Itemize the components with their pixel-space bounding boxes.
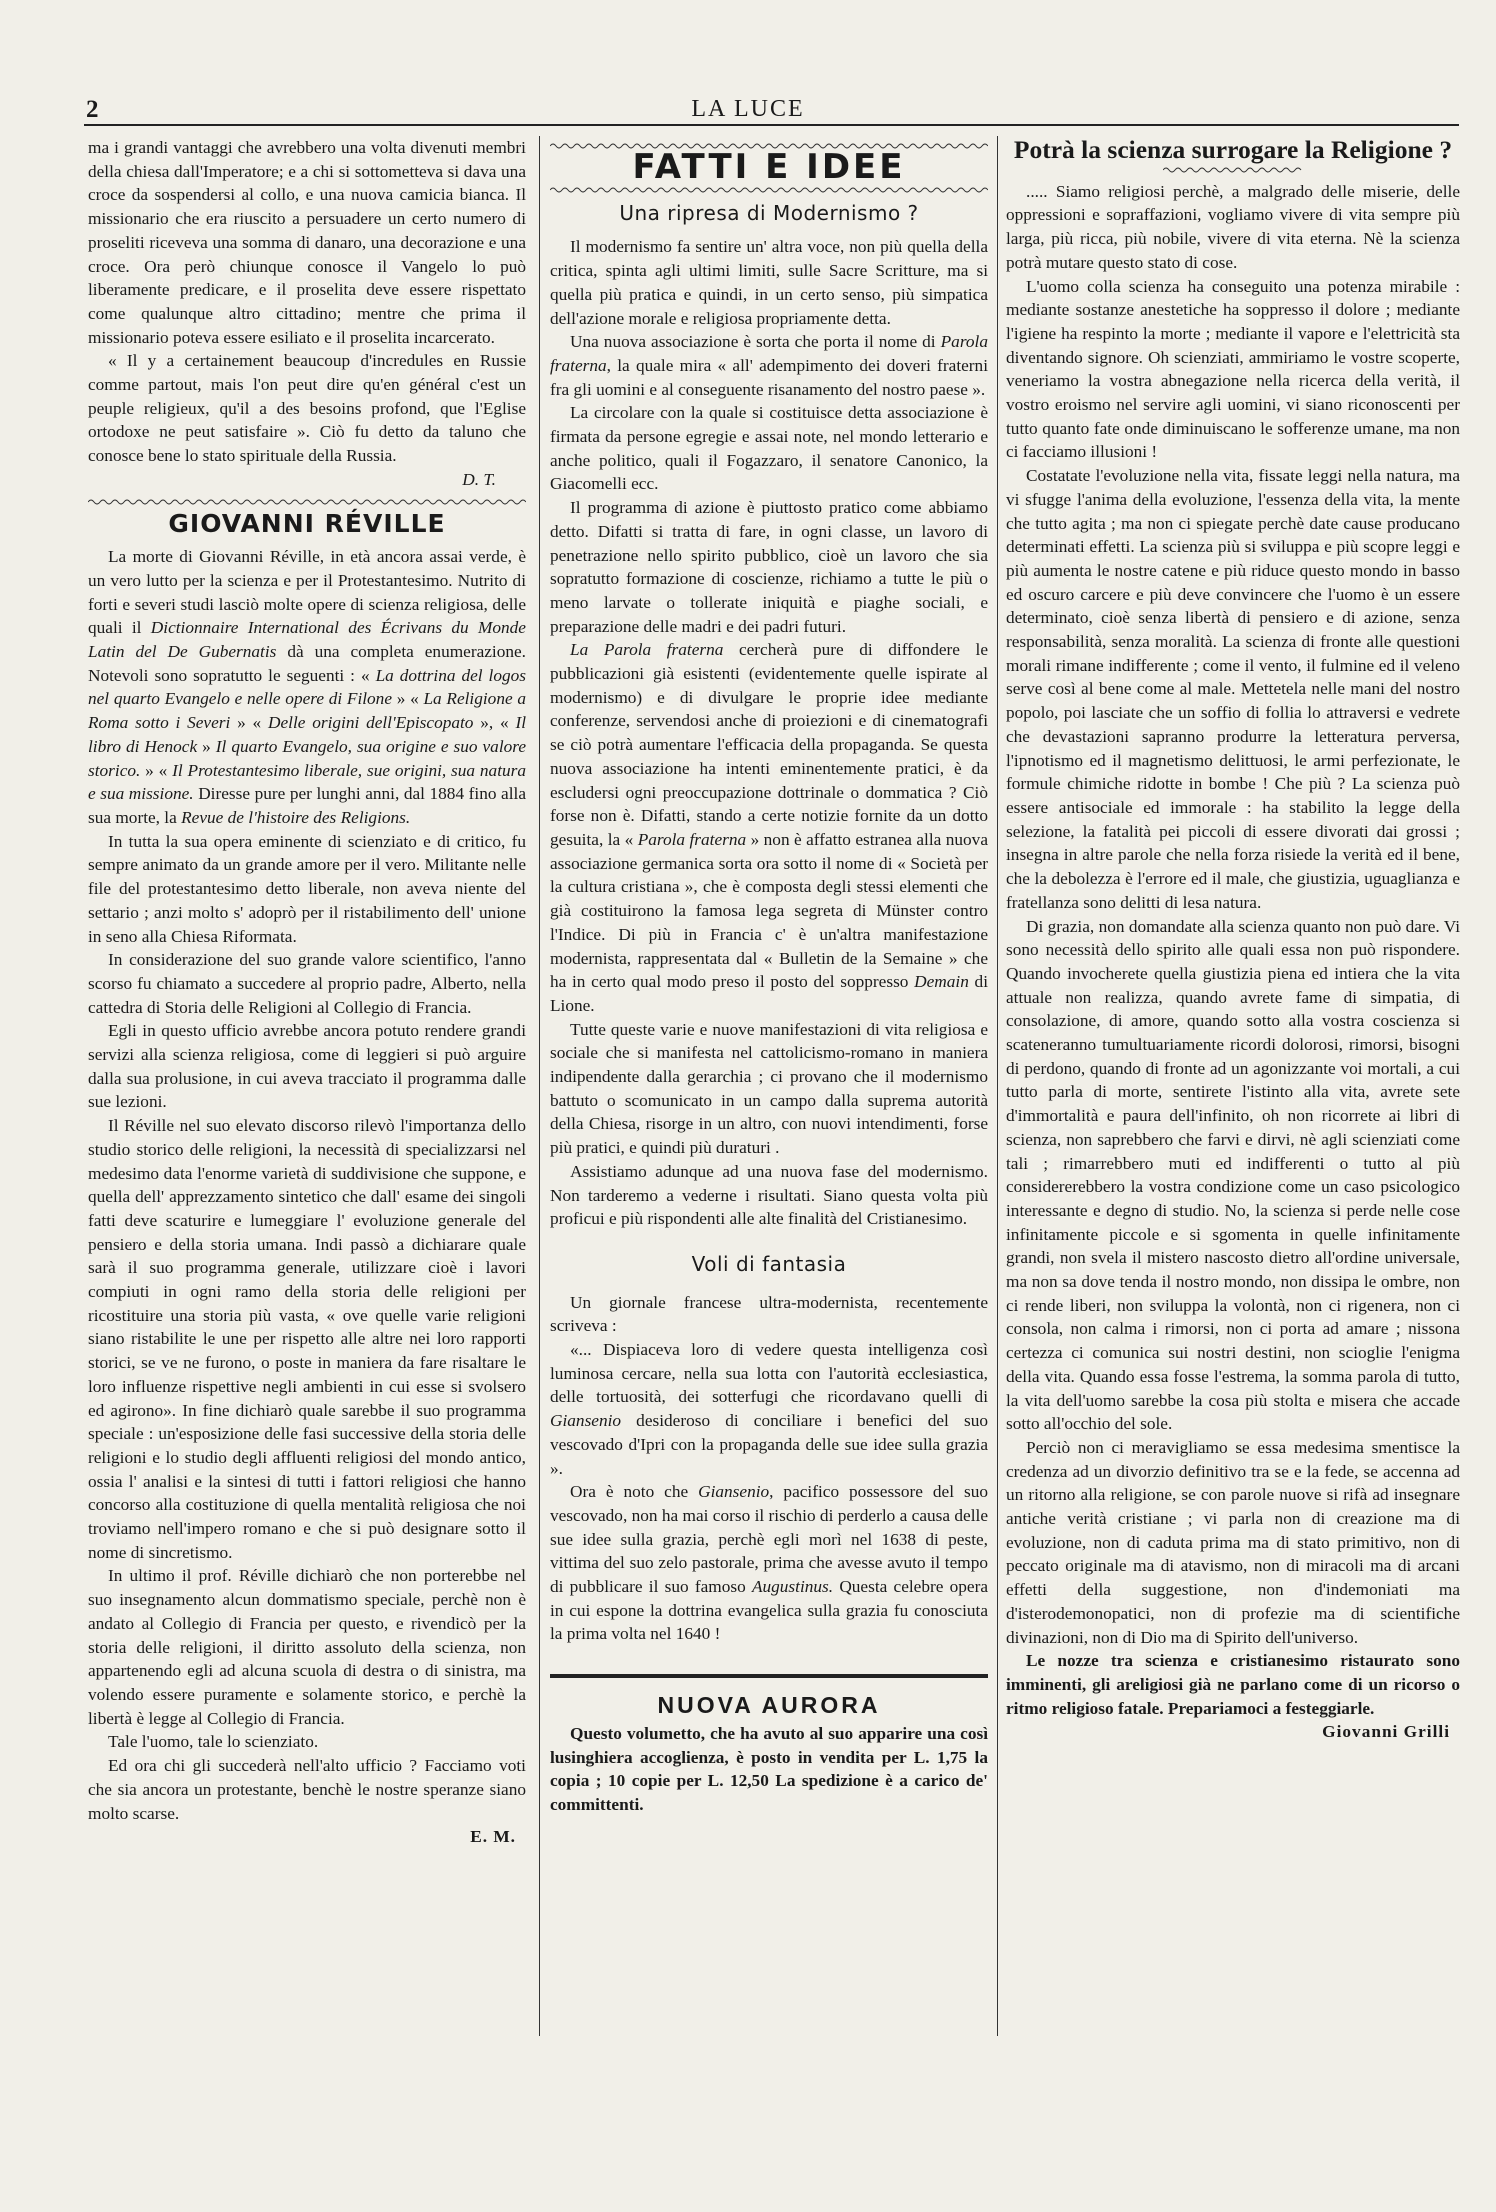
paragraph: In tutta la sua opera eminente di scienziato e di critico, fu sempre animato da un grande amore per il vero. Militante nelle file del protestantesimo detto liberale, non aveva niente del settario ; anzi molto s' adoprò per il ristabilimento dell' unione in seno alla Chiesa Riformata. — [88, 831, 526, 946]
paragraph: L'uomo colla scienza ha conseguito una potenza mirabile : mediante sostanze anestetiche ha soppresso il dolore ; mediante l'igiene ha respinto la morte ; mediante il vapore e l'elettricità sta diventando signore. Oh scienziati, ammiriamo le vostre scoperte, veneriamo la vostra abnegazione nella ricerca della verità, il vostro eroismo nel servire agli uomini, vi siano riconoscenti per tutto quanto fate onde diminuiscano le sofferenze umane, ma non ci facciamo illusioni ! — [1006, 276, 1460, 462]
paragraph: Costatate l'evoluzione nella vita, fissate leggi nella natura, ma vi sfugge l'anima della evoluzione, l'essenza della vita, la mente che tutto agita ; ma non ci spiegate perchè date cause producano determinati effetti. La scienza più si sviluppa e più scopre leggi e più aumenta le nostre catene e più riduce questo mondo in basso ed oscuro carcere e più deve convincere che l'uomo è un essere determinato, cioè senza libertà di pensiero e di azione, senza responsabilità, senza moralità. La scienza di fronte alle questioni morali rimane indifferente ; come il vento, il fulmine ed il veleno serve così al bene come al male. Mettetela nelle mani del nostro popolo, poi lasciate che un soffio di follia lo attraversi e vedrete che devastazioni sapranno produrre la letteratura perversa, l'ipnotismo ed il magnetismo delittuosi, le armi perfezionate, le formule chimiche ridotte in bombe ! Che più ? La scienza può essere antisociale ed immorale : ha stabilito la legge della selezione, la fatalità pei piccoli di essere divorati dai grossi ; insegna in altre parole che nella forza risiede la verità ed il bene, che la debolezza è l'errore ed il male, che giustizia, uguaglianza e fratellanza sono delitti di lesa natura. — [1006, 466, 1460, 912]
paragraph: La Parola fraterna cercherà pure di diffondere le pubblicazioni già esistenti (evidentemente quelle ispirate al modernismo) e di divulgare le proprie idee mediante conferenze, servendosi anche di proiezioni e di cinematografi se ciò potrà aumentare l'efficacia della propaganda. Se questa nuova associazione ha intenti eminentemente pratici, è da escludersi ogni preoccupazione dottrinale o dommatica ? Ciò forse non è. Difatti, stando a certe notizie fornite da un dotto gesuita, la « Parola fraterna » non è affatto estranea alla nuova associazione germanica sorta ora sotto il nome di « Società per la cultura cristiana », che è composta degli stessi elementi che già costituirono la famosa lega segreta di Münster contro l'Indice. Di più in Francia c' è un'altra manifestazione modernista, rappresentata dal « Bulletin de la Semaine » che ha in certo qual modo preso il posto del soppresso Demain di Lione. — [550, 640, 988, 1015]
paragraph: La morte di Giovanni Réville, in età ancora assai verde, è un vero lutto per la scienza e per il Protestantesimo. Nutrito di forti e severi studi lasciò molte opere di scienza religiosa, delle quali il Dictionnaire International des Écrivans du Monde Latin del De Gubernatis dà una completa enumerazione. Notevoli sono sopratutto le seguenti : « La dottrina del logos nel quarto Evangelo e nelle opere di Filone » « La Religione a Roma sotto i Severi » « Delle origini dell'Episcopato », « Il libro di Henock » Il quarto Evangelo, sua origine e suo valore storico. » « Il Protestantesimo liberale, sue origini, sua natura e sua missione. Diresse pure per lunghi anni, dal 1884 fino alla sua morte, la Revue de l'histoire des Religions. — [88, 547, 527, 827]
paragraph: Le nozze tra scienza e cristianesimo ristaurato sono imminenti, gli areligiosi già ne parlano come di un ricorso o ritmo religioso fatale. Prepariamoci a festeggiarle. — [1006, 1651, 1460, 1718]
paragraph: Di grazia, non domandate alla scienza quanto non può dare. Vi sono necessità dello spirito alle quali essa non può rispondere. Quando invocherete quella giustizia piena ed intiera che la vita attuale non realizza, quando avrete fame di simpatia, di consolazione, di amore, quando sotto alla vostra coscienza si scateneranno tumultuariamente ricordi dolorosi, rimorsi, bisogni di perdono, quando di fronte ad un agonizzante voi mortali, a cui tutto parla di morte, sentirete l'istinto alla vita, avrete sete d'immortalità e paura dell'infinito, oh non ricorrete ai libri di scienza, non saprebbero che farvi e dirvi, nè agli scienziati come tali ; rimarrebbero muti ed indifferenti o tutto al più considererebbero la vostra condizione come un caso psicologico interessante e degno di studio. No, la scienza si perde nelle cose infinitamente piccole e si sgomenta in quelle infinitamente grandi, non svela il mistero nascosto dietro all'ordine universale, ma non sa dove tenda il nostro mondo, non dissipa le ombre, non ci rende liberi, non sviluppa la volontà, non ci rigenera, non ci consola, non calma i rimorsi, non ci porta ad amare ; nissona certezza ci comunica sui nostri destini, non scioglie l'enigma della vita. Quando essa fosse l'estrema, la somma parola di tutto, la vita dell'uomo sarebbe la cosa più stolta e misera che accade sotto all'occhio del sole. — [1006, 916, 1460, 1434]
column-middle — [550, 136, 988, 1817]
paragraph: «... Dispiaceva loro di vedere questa intelligenza così luminosa cercare, nella sua lotta con l'autorità ecclesiastica, delle tortuosità, dei sotterfugi che ricordavano quelli di Giansenio desideroso di conciliare i benefici del suo vescovado d'Ipri con la propaganda delle sue idee sulla grazia ». — [550, 1340, 988, 1478]
paragraph: ma i grandi vantaggi che avrebbero una volta divenuti membri della chiesa dall'Imperatore; e a chi si sottometteva si dava una croce da sospendersi al collo, e una nuova camicia bianca. Il missionario che era riuscito a persuadere un certo numero di proseliti riceveva una somma di danaro, una decorazione e una croce. Ora però chiunque conosce il Vangelo lo può liberamente predicare, e il proselita deve essere rispettato come qualunque altro cittadino; mentre che prima il missionario poteva essere esiliato e il proselita incarcerato. — [88, 138, 526, 347]
paragraph: ..... Siamo religiosi perchè, a malgrado delle miserie, delle oppressioni e sopraffazioni, vogliamo vivere di vita sempre più larga, più ricca, più nobile, vivere di vita eterna. Nè la scienza potrà mutare questo stato di cose. — [1006, 181, 1460, 272]
paragraph: Tutte queste varie e nuove manifestazioni di vita religiosa e sociale che si manifesta nel cattolicismo-romano in maniera indipendente dalla gerarchia ; ci provano che il modernismo battuto o scomunicato in un campo dalla suprema autorità della Chiesa, risorge in un altro, con nuovi intendimenti, forse più pratici, e quindi più duraturi . — [550, 1019, 988, 1158]
masthead: LA LUCE — [691, 96, 805, 122]
article-title: Voli di fantasia — [691, 1251, 847, 1276]
paragraph: Il Réville nel suo elevato discorso rilevò l'importanza dello studio storico delle religioni, la necessità di specializzarsi nel medesimo data l'enorme varietà di suddivisione che suppone, e quella dell' apprezzamento sintetico che dall' esame dei singoli fatti deve scaturire e lumeggiare l' evoluzione generale del pensiero e della storia umana. Indi passò a dichiarare quale sarà il suo programma generale, utilizzare cioè i lavori compiuti in ogni ramo della storia delle religioni per ricostituire una storia più vasta, « ove quelle varie religioni siano ristabilite le une per rispetto alle altre nei loro rapporti storici, se ve ne furono, o poste in maniera da fare risaltare le loro influenze rispettive negli ambienti in cui esse si svolsero ed agirono». In fine dichiarò quale sarebbe il suo programma speciale : un'esposizione delle fasi successive della storia delle religioni e lo studio degli affluenti religiosi del mondo antico, ossia l' analisi e la sintesi di tutti i fattori religiosi che hanno concorso alla costituzione di quella mentalità religiosa che noi troviamo nell'impero romano e che si può designare sotto il nome di sincretismo. — [88, 1116, 526, 1562]
paragraph: Tale l'uomo, tale lo scienziato. — [108, 1732, 319, 1752]
paragraph: Perciò non ci meravigliamo se essa medesima smentisce la credenza ad un divorzio definitivo tra se e la fede, se accenna ad un ritorno alla religione, se con parole nuove si rifà ad insegnare antiche verità cristiane ; vi parla non di creazione ma di evoluzione, non di caduta prima ma di stato primitivo, non di peccato originale ma di atavismo, non di miracoli ma di arcani effetti della suggestione, non d'indemoniati ma d'isterodemonopatici, non di profezie ma di scientifiche divinazioni, non di Dio ma di Spirito dell'universo. — [1006, 1437, 1460, 1647]
paragraph: Egli in questo ufficio avrebbe ancora potuto rendere grandi servizi alla scienza religiosa, come di leggieri si può arguire dalla sua prolusione, in cui aveva tracciato il programma dalle sue lezioni. — [88, 1021, 526, 1112]
article-signature: E. M. — [470, 1827, 516, 1847]
paragraph: Una nuova associazione è sorta che porta il nome di Parola fraterna, la quale mira « all' adempimento dei doveri fraterni fra gli uomini e al conseguente risanamento del nostro paese ». — [550, 332, 988, 399]
paragraph: « Il y a certainement beaucoup d'incredules en Russie comme partout, mais l'on peut dire qu'en général c'est un peuple religieux, qu'il a des besoins profond, que l'Eglise ortodoxe ne peut satisfaire ». Ciò fu detto da taluno che conosce bene lo stato spirituale della Russia. — [88, 351, 526, 466]
article-title: Una ripresa di Modernismo ? — [619, 200, 919, 225]
advertisement-title: NUOVA AURORA — [657, 1692, 881, 1719]
column-divider — [997, 136, 998, 2036]
paragraph: Il modernismo fa sentire un' altra voce, non più quella della critica, spinta agli ultimi limiti, sulle Sacre Scritture, ma si quella più pratica e quindi, in un certo senso, più simpatica dell'azione morale e religiosa propriamente detta. — [550, 237, 988, 328]
paragraph: Ora è noto che Giansenio, pacifico possessore del suo vescovado, non ha mai corso il rischio di perderlo a causa delle sue idee sulla grazia, perchè egli morì nel 1638 di peste, vittima del suo zelo pastorale, prima che avesse avuto il tempo di pubblicare il suo famoso Augustinus. Questa celebre opera in cui espone la dottrina evangelica sulla grazia fu conosciuta la prima volta nel 1640 ! — [550, 1482, 988, 1644]
column-right — [1006, 136, 1460, 1744]
article-signature: Giovanni Grilli — [1322, 1722, 1450, 1742]
section-title: FATTI E IDEE — [632, 147, 906, 187]
paragraph: Il programma di azione è piuttosto pratico come abbiamo detto. Difatti si tratta di fare, in ogni classe, un lavoro di penetrazione nello spirito pubblico, cioè un lavoro che sia sopratutto formazione di coscienze, richiamo a tutte le più o meno larvate o tollerate iniquità e piaghe sociali, e preparazione delle madri e dei padri futuri. — [550, 498, 988, 636]
paragraph: In ultimo il prof. Réville dichiarò che non porterebbe nel suo insegnamento alcun dommatismo speciale, perchè non è andato al Collegio di Francia per questo, e rivendicò per la storia delle religioni, il diritto assoluto della scienza, non appartenendo egli ad alcuna scuola di destra o di sinistra, ma volendo essere puramente e solamente storico, e perchè la libertà è legge al Collegio di Francia. — [88, 1566, 526, 1728]
advertisement-text: Questo volumetto, che ha avuto al suo apparire una così lusinghiera accoglienza, è posto in vendita per L. 1,75 la copia ; 10 copie per L. 12,50 La spedizione è a carico de' committenti. — [550, 1723, 988, 1814]
wavy-rule — [88, 498, 526, 506]
column-divider — [539, 136, 540, 2036]
header-rule — [84, 124, 1459, 126]
wavy-rule — [1163, 166, 1303, 174]
column-left — [88, 136, 526, 1849]
article-title: Potrà la scienza surrogare la Religione ? — [1013, 135, 1453, 164]
paragraph: In considerazione del suo grande valore scientifico, l'anno scorso fu chiamato a succedere al proprio padre, Alberto, nella cattedra di Storia delle Religioni al Collegio di Francia. — [88, 950, 526, 1017]
article-title: GIOVANNI RÉVILLE — [168, 508, 446, 538]
paragraph: Assistiamo adunque ad una nuova fase del modernismo. Non tarderemo a vederne i risultati. Siano questa volta più proficui e più rispondenti alle alte finalità del Cristianesimo. — [550, 1161, 988, 1229]
article-signature: D. T. — [462, 469, 496, 489]
paragraph: Ed ora chi gli succederà nell'alto ufficio ? Facciamo voti che sia ancora un protestante, benchè le nostre speranze siano molto scarse. — [88, 1756, 526, 1823]
paragraph: Un giornale francese ultra-modernista, recentemente scriveva : — [550, 1292, 988, 1336]
advertisement-box — [550, 1674, 988, 1817]
paragraph: La circolare con la quale si costituisce detta associazione è firmata da persone egregie e assai note, nel mondo letterario e anche politico, quali il Fogazzaro, il senatore Canonico, la Giacomelli ecc. — [550, 403, 988, 494]
page-number: 2 — [86, 96, 99, 123]
